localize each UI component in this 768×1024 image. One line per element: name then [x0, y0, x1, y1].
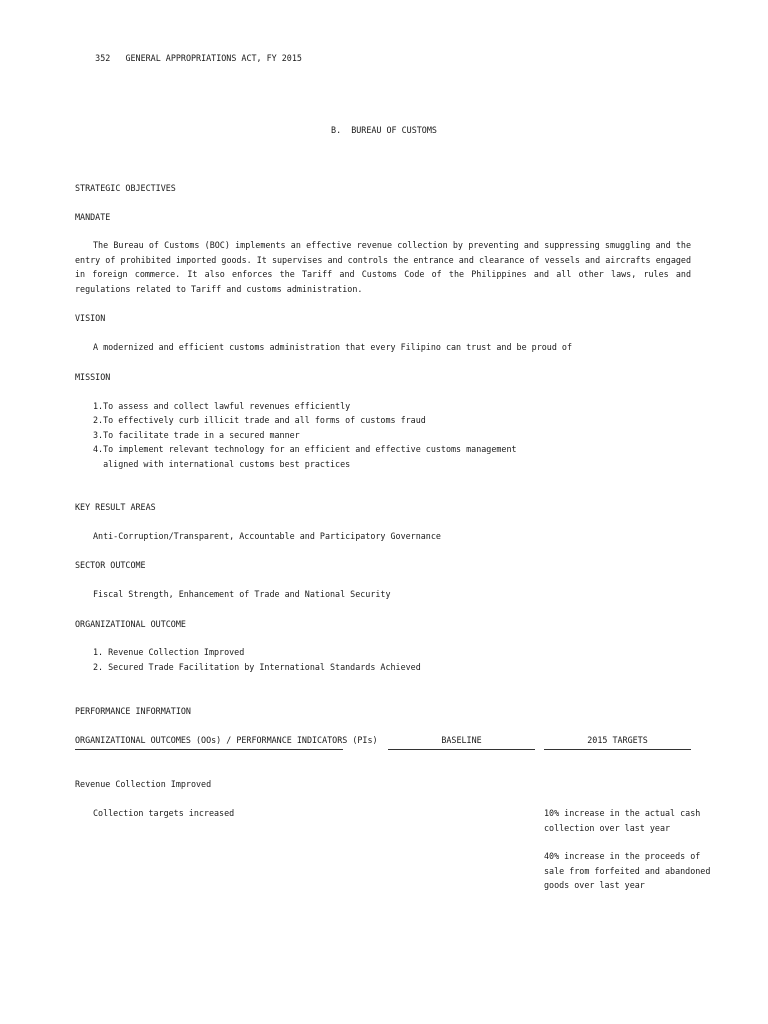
target-line: 40% increase in the proceeds of	[544, 851, 701, 861]
column-header-targets: 2015 TARGETS	[587, 735, 648, 745]
section-heading-key-result-areas: KEY RESULT AREAS	[75, 502, 156, 512]
section-heading-mission: MISSION	[75, 372, 111, 382]
section-heading-strategic-objectives: STRATEGIC OBJECTIVES	[75, 183, 176, 193]
column-header-indicators: ORGANIZATIONAL OUTCOMES (OOs) / PERFORMANCE INDICATORS (PIs)	[75, 735, 378, 745]
target-line: collection over last year	[544, 823, 671, 833]
target-line: sale from forfeited and abandoned	[544, 866, 711, 876]
organizational-outcome-item: 2. Secured Trade Facilitation by International Standards Achieved	[93, 662, 421, 672]
page-number: 352	[95, 52, 111, 63]
section-heading-vision: VISION	[75, 313, 106, 323]
section-heading-sector-outcome: SECTOR OUTCOME	[75, 560, 146, 570]
agency-title: B. BUREAU OF CUSTOMS	[331, 125, 437, 135]
mission-item: 2.To effectively curb illicit trade and all forms of customs fraud	[93, 415, 426, 425]
running-title: GENERAL APPROPRIATIONS ACT, FY 2015	[125, 52, 302, 63]
target-line: 10% increase in the actual cash	[544, 808, 701, 818]
vision-text: A modernized and efficient customs administration that every Filipino can trust and be proud of	[93, 342, 573, 352]
performance-indicator: Collection targets increased	[93, 808, 235, 818]
mission-item: 4.To implement relevant technology for an efficient and effective customs management	[93, 444, 517, 454]
section-heading-mandate: MANDATE	[75, 212, 111, 222]
outcome-title: Revenue Collection Improved	[75, 779, 212, 789]
mandate-paragraph	[75, 238, 691, 296]
key-result-areas-text: Anti-Corruption/Transparent, Accountable and Participatory Governance	[93, 531, 441, 541]
page-header	[75, 36, 302, 80]
mission-item: 3.To facilitate trade in a secured manner	[93, 430, 300, 440]
organizational-outcome-item: 1. Revenue Collection Improved	[93, 647, 245, 657]
mission-item-continuation: aligned with international customs best practices	[93, 459, 351, 469]
column-rule-indicators	[75, 749, 343, 750]
mandate-text: The Bureau of Customs (BOC) implements an effective revenue collection by preventing and suppressing smuggling and the entry of prohibited imported goods. It supervises and controls the entrance and clearance of vessels and aircrafts engaged in foreign commerce. It also enforces the Tariff and Customs Code of the Philippines and all other laws, rules and regulations related to Tariff and customs administration.	[75, 240, 691, 294]
column-rule-baseline	[388, 749, 535, 750]
mission-item: 1.To assess and collect lawful revenues efficiently	[93, 401, 351, 411]
section-heading-organizational-outcome: ORGANIZATIONAL OUTCOME	[75, 619, 186, 629]
column-rule-targets	[544, 749, 691, 750]
sector-outcome-text: Fiscal Strength, Enhancement of Trade and National Security	[93, 589, 391, 599]
target-line: goods over last year	[544, 880, 645, 890]
column-header-baseline: BASELINE	[441, 735, 482, 745]
section-heading-performance-information: PERFORMANCE INFORMATION	[75, 706, 191, 716]
